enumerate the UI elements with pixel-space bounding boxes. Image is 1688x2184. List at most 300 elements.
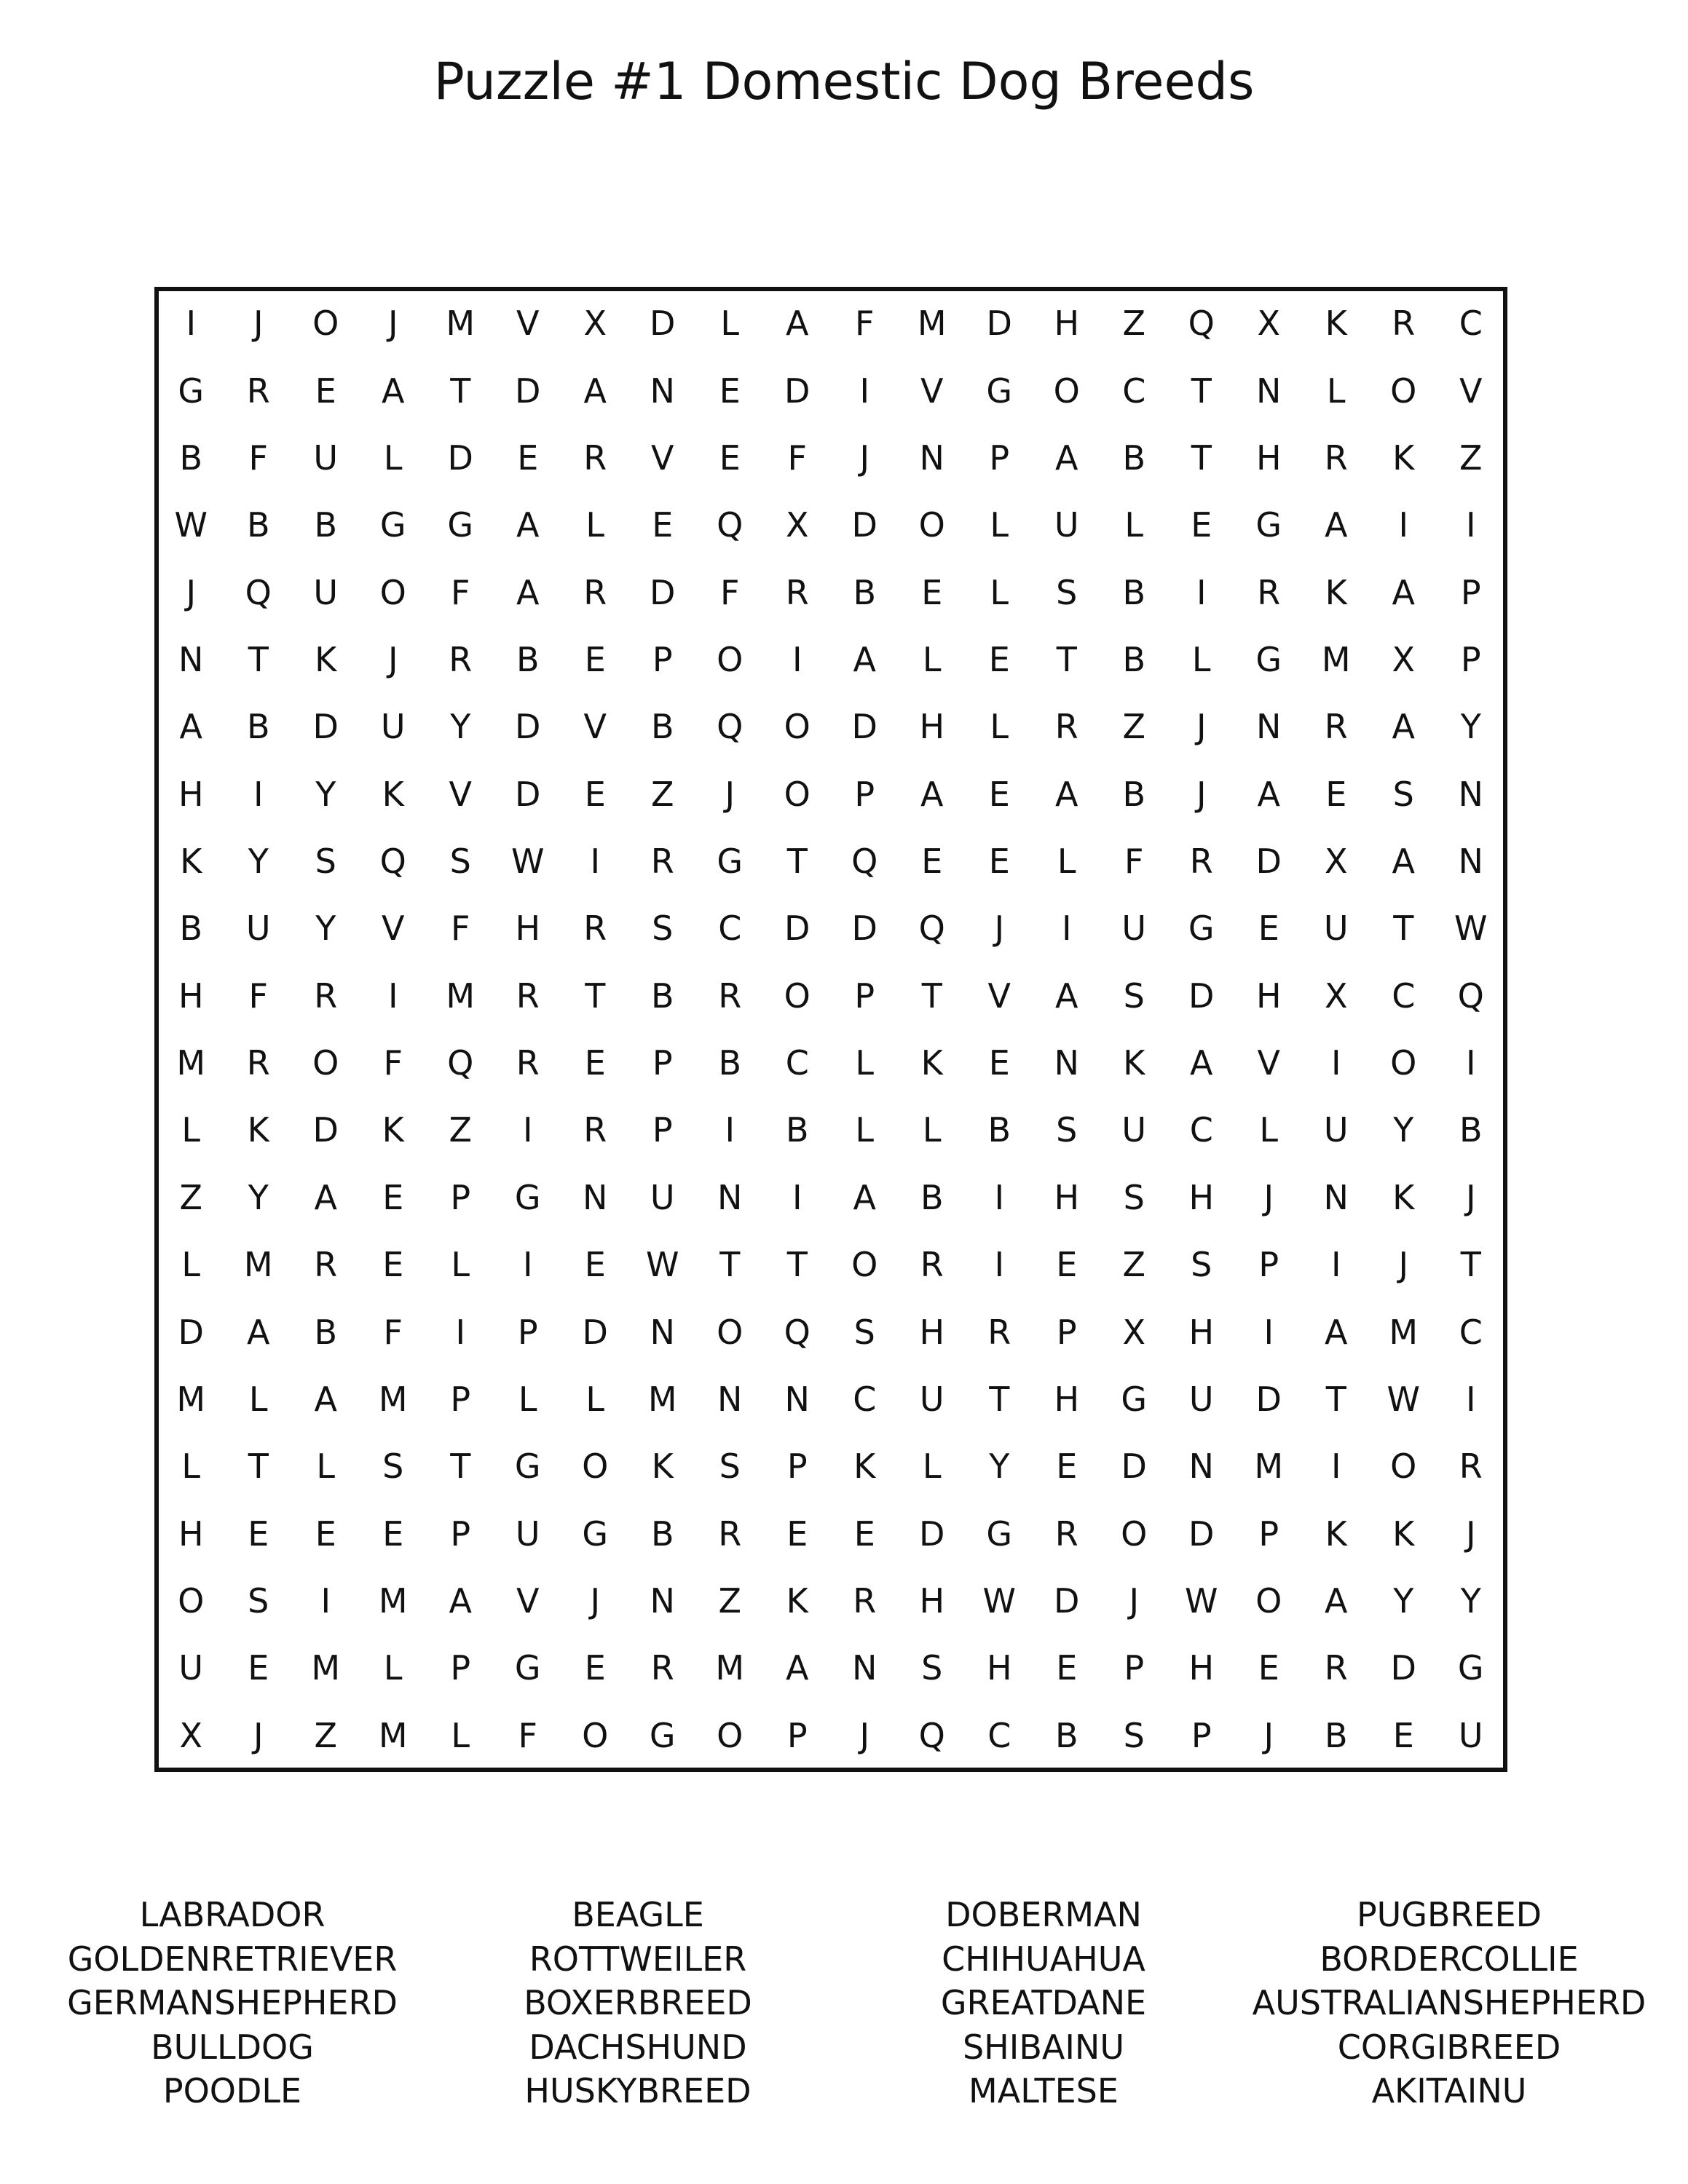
grid-letter: M — [378, 1379, 408, 1419]
grid-letter: U — [1121, 909, 1147, 949]
grid-letter: S — [449, 842, 471, 882]
grid-letter: R — [583, 1110, 607, 1150]
grid-letter: E — [1392, 1715, 1414, 1755]
grid-letter: B — [920, 1177, 944, 1217]
grid-letter: B — [1122, 774, 1146, 814]
grid-letter: I — [522, 1110, 533, 1150]
grid-letter: L — [1057, 842, 1076, 882]
grid-letter: N — [650, 1581, 675, 1621]
grid-letter: G — [1255, 505, 1282, 545]
grid-letter: K — [786, 1581, 808, 1621]
grid-letter: E — [584, 1648, 606, 1688]
grid-letter: J — [725, 774, 735, 814]
grid-letter: R — [246, 1043, 270, 1083]
grid-letter: P — [652, 639, 673, 679]
grid-letter: D — [1255, 1379, 1282, 1419]
grid-letter: E — [853, 1514, 875, 1554]
word-list-item: CORGIBREED — [1337, 2027, 1561, 2067]
grid-letter: O — [379, 572, 406, 612]
grid-letter: Y — [1393, 1581, 1414, 1621]
grid-letter: B — [314, 505, 338, 545]
grid-letter: D — [582, 1312, 608, 1352]
grid-letter: N — [650, 371, 675, 411]
grid-letter: H — [1188, 1648, 1215, 1688]
grid-letter: I — [1330, 1043, 1341, 1083]
grid-letter: O — [1390, 1043, 1417, 1083]
grid-letter: E — [719, 371, 741, 411]
grid-letter: J — [186, 572, 197, 612]
grid-letter: F — [518, 1715, 537, 1755]
grid-letter: H — [178, 774, 204, 814]
grid-letter: N — [650, 1312, 675, 1352]
grid-letter: P — [989, 438, 1010, 478]
grid-letter: U — [919, 1379, 944, 1419]
grid-letter: A — [853, 1177, 876, 1217]
grid-letter: V — [516, 1581, 540, 1621]
grid-letter: D — [650, 304, 676, 344]
grid-letter: Z — [314, 1715, 337, 1755]
grid-letter: T — [1191, 371, 1212, 411]
grid-letter: D — [1054, 1581, 1080, 1621]
grid-letter: X — [583, 304, 607, 344]
grid-letter: A — [382, 371, 405, 411]
grid-letter: N — [1323, 1177, 1349, 1217]
word-list-item: BOXERBREED — [524, 1983, 752, 2022]
grid-letter: U — [313, 438, 339, 478]
grid-letter: D — [851, 505, 877, 545]
grid-letter: H — [1255, 976, 1282, 1016]
grid-letter: I — [522, 1245, 533, 1285]
grid-letter: G — [1188, 909, 1215, 949]
word-list-item: ROTTWEILER — [529, 1939, 747, 1979]
grid-letter: A — [314, 1379, 337, 1419]
grid-letter: U — [1323, 909, 1349, 949]
grid-letter: I — [1398, 505, 1409, 545]
grid-letter: W — [174, 505, 208, 545]
grid-letter: K — [1392, 1177, 1415, 1217]
grid-letter: A — [853, 639, 876, 679]
word-list-item: GOLDENRETRIEVER — [67, 1939, 398, 1979]
grid-letter: A — [786, 1648, 809, 1688]
grid-letter: C — [1459, 1312, 1483, 1352]
grid-letter: Q — [1457, 976, 1484, 1016]
grid-letter: S — [315, 842, 336, 882]
grid-letter: L — [451, 1245, 470, 1285]
grid-letter: R — [246, 371, 270, 411]
grid-letter: L — [720, 304, 740, 344]
grid-letter: D — [515, 371, 541, 411]
grid-letter: L — [316, 1447, 336, 1487]
grid-letter: K — [1123, 1043, 1145, 1083]
grid-letter: L — [181, 1245, 201, 1285]
grid-letter: T — [1056, 639, 1077, 679]
grid-letter: S — [652, 909, 674, 949]
grid-letter: O — [1390, 1447, 1417, 1487]
grid-letter: P — [652, 1110, 673, 1150]
grid-letter: U — [245, 909, 271, 949]
grid-letter: B — [516, 639, 540, 679]
grid-letter: V — [1257, 1043, 1280, 1083]
grid-letter: L — [518, 1379, 537, 1419]
grid-letter: L — [855, 1110, 875, 1150]
grid-letter: I — [1330, 1245, 1341, 1285]
grid-letter: S — [1056, 1110, 1078, 1150]
grid-letter: G — [1121, 1379, 1148, 1419]
grid-letter: V — [449, 774, 472, 814]
grid-letter: M — [446, 976, 476, 1016]
grid-letter: H — [919, 1312, 945, 1352]
grid-letter: L — [990, 707, 1009, 747]
grid-letter: A — [516, 572, 540, 612]
grid-letter: Q — [717, 707, 744, 747]
grid-letter: O — [1121, 1514, 1148, 1554]
grid-letter: T — [921, 976, 942, 1016]
grid-letter: H — [515, 909, 541, 949]
grid-letter: L — [922, 1110, 942, 1150]
grid-letter: D — [312, 1110, 339, 1150]
grid-letter: L — [855, 1043, 875, 1083]
grid-letter: W — [1454, 909, 1488, 949]
grid-letter: A — [1392, 842, 1415, 882]
word-list-item: MALTESE — [969, 2071, 1119, 2110]
grid-letter: J — [1465, 1514, 1476, 1554]
grid-letter: P — [1460, 639, 1481, 679]
grid-letter: E — [315, 371, 336, 411]
grid-letter: O — [1053, 371, 1080, 411]
grid-letter: E — [988, 842, 1010, 882]
grid-letter: D — [851, 707, 877, 747]
grid-letter: E — [584, 1043, 606, 1083]
grid-letter: S — [1191, 1245, 1212, 1285]
grid-letter: G — [986, 371, 1013, 411]
grid-letter: B — [314, 1312, 338, 1352]
grid-letter: L — [1259, 1110, 1279, 1150]
grid-letter: M — [378, 1715, 408, 1755]
grid-letter: I — [186, 304, 197, 344]
grid-letter: L — [383, 1648, 403, 1688]
grid-letter: Q — [379, 842, 406, 882]
grid-letter: R — [314, 1245, 338, 1285]
grid-letter: U — [515, 1514, 540, 1554]
grid-letter: R — [1324, 707, 1348, 747]
grid-letter: I — [1061, 909, 1072, 949]
grid-letter: R — [1392, 304, 1416, 344]
word-column — [434, 1893, 842, 2113]
grid-letter: P — [450, 1177, 471, 1217]
grid-letter: M — [243, 1245, 273, 1285]
grid-letter: Q — [918, 909, 945, 949]
grid-letter: X — [1257, 304, 1280, 344]
grid-letter: O — [851, 1245, 878, 1285]
grid-letter: I — [1465, 1043, 1476, 1083]
grid-letter: E — [1191, 505, 1212, 545]
grid-letter: B — [1122, 639, 1146, 679]
grid-letter: J — [859, 1715, 870, 1755]
grid-letter: X — [1122, 1312, 1145, 1352]
grid-letter: I — [792, 1177, 802, 1217]
grid-letter: B — [718, 1043, 742, 1083]
grid-letter: O — [717, 1715, 744, 1755]
grid-letter: C — [987, 1715, 1011, 1755]
grid-letter: R — [1054, 707, 1078, 747]
grid-letter: G — [986, 1514, 1013, 1554]
grid-letter: B — [246, 505, 270, 545]
grid-letter: B — [650, 1514, 674, 1554]
grid-letter: D — [851, 909, 877, 949]
grid-letter: T — [786, 842, 808, 882]
grid-letter: W — [511, 842, 545, 882]
grid-letter: N — [1054, 1043, 1079, 1083]
grid-letter: U — [178, 1648, 204, 1688]
grid-letter: X — [179, 1715, 202, 1755]
grid-letter: S — [1123, 1715, 1145, 1755]
grid-letter: S — [853, 1312, 875, 1352]
grid-letter: U — [1121, 1110, 1147, 1150]
grid-letter: G — [178, 371, 205, 411]
grid-letter: O — [312, 1043, 339, 1083]
grid-letter: E — [786, 1514, 808, 1554]
grid-letter: G — [514, 1447, 541, 1487]
grid-letter: S — [248, 1581, 269, 1621]
grid-letter: S — [1123, 976, 1145, 1016]
grid-letter: E — [1056, 1648, 1078, 1688]
grid-letter: D — [919, 1514, 945, 1554]
grid-letter: C — [1392, 976, 1416, 1016]
grid-letter: P — [1191, 1715, 1212, 1755]
word-list-item: CHIHUAHUA — [942, 1939, 1145, 1979]
grid-letter: J — [1129, 1581, 1140, 1621]
grid-letter: X — [785, 505, 809, 545]
grid-letter: L — [990, 572, 1009, 612]
grid-letter: B — [650, 976, 674, 1016]
grid-letter: N — [784, 1379, 810, 1419]
grid-letter: G — [447, 505, 474, 545]
grid-letter: Y — [248, 842, 269, 882]
grid-letter: M — [647, 1379, 677, 1419]
grid-letter: J — [1465, 1177, 1476, 1217]
word-column — [840, 1893, 1247, 2113]
grid-letter: U — [1188, 1379, 1214, 1419]
grid-letter: I — [387, 976, 398, 1016]
word-list-item: POODLE — [162, 2071, 302, 2110]
grid-letter: R — [650, 1648, 674, 1688]
grid-letter: P — [1258, 1514, 1279, 1554]
grid-letter: I — [725, 1110, 735, 1150]
grid-letter: X — [1324, 842, 1348, 882]
grid-letter: A — [314, 1177, 337, 1217]
grid-letter: T — [450, 371, 471, 411]
grid-letter: M — [176, 1379, 206, 1419]
grid-letter: F — [383, 1312, 403, 1352]
grid-letter: A — [516, 505, 540, 545]
grid-letter: E — [1325, 774, 1347, 814]
word-list-item: GREATDANE — [940, 1983, 1147, 2022]
grid-letter: K — [1325, 1514, 1347, 1554]
grid-letter: T — [719, 1245, 741, 1285]
grid-letter: P — [450, 1379, 471, 1419]
grid-letter: E — [248, 1648, 269, 1688]
grid-letter: U — [380, 707, 406, 747]
grid-letter: G — [717, 842, 744, 882]
grid-letter: E — [382, 1514, 404, 1554]
grid-letter: G — [1457, 1648, 1484, 1688]
grid-letter: B — [246, 707, 270, 747]
grid-letter: B — [1054, 1715, 1078, 1755]
grid-letter: T — [1460, 1245, 1481, 1285]
grid-letter: R — [1324, 1648, 1348, 1688]
word-list-item: BULLDOG — [151, 2027, 314, 2067]
grid-letter: T — [1393, 909, 1414, 949]
grid-letter: N — [852, 1648, 877, 1688]
grid-letter: M — [1254, 1447, 1284, 1487]
grid-letter: B — [987, 1110, 1011, 1150]
grid-letter: R — [583, 572, 607, 612]
grid-letter: I — [994, 1177, 1005, 1217]
grid-letter: K — [853, 1447, 876, 1487]
grid-letter: S — [382, 1447, 404, 1487]
grid-letter: R — [1189, 842, 1213, 882]
grid-letter: B — [853, 572, 877, 612]
grid-letter: J — [1263, 1177, 1274, 1217]
grid-letter: T — [989, 1379, 1010, 1419]
grid-letter: A — [1392, 707, 1415, 747]
grid-letter: A — [449, 1581, 472, 1621]
grid-letter: A — [1055, 976, 1078, 1016]
grid-letter: H — [919, 707, 945, 747]
grid-letter: A — [1257, 774, 1280, 814]
grid-letter: S — [1056, 572, 1078, 612]
grid-letter: Y — [1460, 707, 1481, 747]
grid-letter: H — [1054, 1177, 1080, 1217]
grid-letter: J — [859, 438, 870, 478]
grid-letter: H — [986, 1648, 1012, 1688]
grid-letter: I — [1465, 1379, 1476, 1419]
grid-letter: N — [1256, 707, 1282, 747]
grid-letter: P — [517, 1312, 538, 1352]
grid-letter: B — [1324, 1715, 1348, 1755]
grid-letter: E — [517, 438, 539, 478]
grid-letter: R — [583, 909, 607, 949]
grid-letter: Y — [1460, 1581, 1481, 1621]
grid-letter: Z — [650, 774, 674, 814]
grid-letter: R — [785, 572, 809, 612]
grid-letter: I — [590, 842, 601, 882]
grid-letter: E — [719, 438, 741, 478]
grid-letter: D — [784, 909, 811, 949]
grid-letter: J — [387, 304, 398, 344]
grid-letter: C — [785, 1043, 809, 1083]
grid-letter: R — [449, 639, 473, 679]
grid-letter: D — [986, 304, 1012, 344]
grid-letter: A — [1055, 438, 1078, 478]
grid-letter: K — [315, 639, 337, 679]
grid-letter: L — [181, 1110, 201, 1150]
grid-letter: B — [1122, 572, 1146, 612]
grid-letter: Y — [248, 1177, 269, 1217]
grid-letter: F — [248, 976, 268, 1016]
grid-letter: N — [717, 1177, 743, 1217]
grid-letter: O — [178, 1581, 205, 1621]
grid-letter: A — [1392, 572, 1415, 612]
grid-letter: O — [784, 774, 811, 814]
grid-letter: T — [786, 1245, 808, 1285]
grid-letter: P — [450, 1514, 471, 1554]
grid-letter: L — [181, 1447, 201, 1487]
grid-letter: Z — [1122, 707, 1145, 747]
grid-letter: M — [311, 1648, 341, 1688]
grid-letter: P — [854, 774, 875, 814]
grid-letter: G — [1255, 639, 1282, 679]
grid-letter: N — [1256, 371, 1282, 411]
grid-letter: O — [717, 1312, 744, 1352]
grid-letter: P — [1056, 1312, 1077, 1352]
grid-letter: I — [1330, 1447, 1341, 1487]
word-list-item: SHIBAINU — [962, 2027, 1125, 2067]
grid-letter: R — [516, 1043, 540, 1083]
grid-letter: C — [718, 909, 742, 949]
grid-letter: O — [582, 1447, 609, 1487]
grid-letter: A — [1325, 1581, 1348, 1621]
grid-letter: M — [1389, 1312, 1419, 1352]
grid-letter: A — [179, 707, 202, 747]
grid-letter: Q — [784, 1312, 811, 1352]
grid-letter: U — [1054, 505, 1079, 545]
letter-grid — [157, 290, 1504, 1769]
grid-letter: E — [652, 505, 674, 545]
grid-letter: H — [1188, 1312, 1215, 1352]
grid-letter: K — [382, 774, 404, 814]
grid-letter: W — [1185, 1581, 1218, 1621]
grid-letter: A — [1325, 505, 1348, 545]
grid-letter: T — [248, 639, 269, 679]
grid-letter: V — [583, 707, 607, 747]
grid-letter: E — [1258, 909, 1279, 949]
grid-letter: L — [585, 505, 605, 545]
grid-letter: X — [1392, 639, 1415, 679]
grid-letter: D — [650, 572, 676, 612]
grid-letter: A — [247, 1312, 270, 1352]
grid-letter: V — [920, 371, 944, 411]
grid-letter: V — [651, 438, 674, 478]
grid-letter: D — [1255, 842, 1282, 882]
grid-letter: I — [792, 639, 802, 679]
grid-letter: G — [649, 1715, 676, 1755]
grid-letter: Y — [315, 909, 336, 949]
grid-letter: D — [178, 1312, 204, 1352]
word-list-item: BORDERCOLLIE — [1320, 1939, 1579, 1979]
grid-letter: R — [718, 1514, 742, 1554]
word-list — [0, 1893, 1688, 2126]
grid-letter: O — [784, 976, 811, 1016]
grid-letter: Y — [989, 1447, 1010, 1487]
grid-letter: E — [584, 639, 606, 679]
grid-letter: N — [583, 1177, 608, 1217]
grid-letter: K — [382, 1110, 404, 1150]
grid-letter: Z — [1122, 304, 1145, 344]
grid-letter: J — [1196, 707, 1207, 747]
grid-letter: D — [1188, 1514, 1215, 1554]
grid-letter: D — [515, 774, 541, 814]
grid-letter: R — [1324, 438, 1348, 478]
grid-letter: I — [1465, 505, 1476, 545]
grid-letter: L — [1191, 639, 1211, 679]
grid-letter: M — [176, 1043, 206, 1083]
grid-letter: F — [451, 909, 470, 949]
grid-letter: M — [446, 304, 476, 344]
grid-letter: J — [1398, 1245, 1409, 1285]
grid-letter: H — [1054, 304, 1080, 344]
grid-letter: N — [717, 1379, 743, 1419]
